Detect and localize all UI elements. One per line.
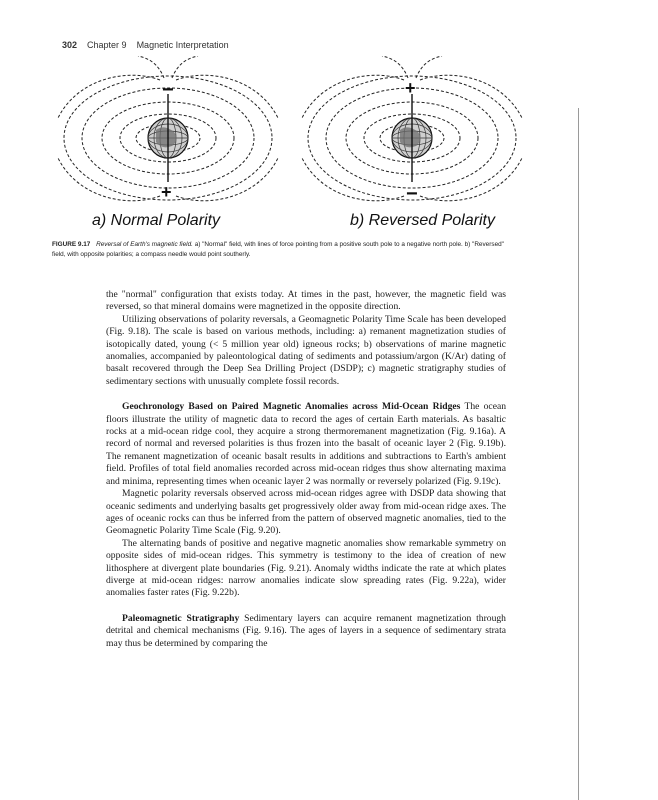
section-heading-geochronology: Geochronology Based on Paired Magnetic Anomalies across Mid-Ocean Ridges (122, 401, 461, 413)
right-top-sign: + (405, 78, 416, 98)
section-text-paleomagnetic: Sedimentary layers can acquire remanent magnetization through detrital and chemical mechanisms (Fig. 9.16). The ages of layers in a sequence of sedimentary strata may thus be determined by comparing the (106, 612, 506, 649)
page-number: 302 (62, 40, 78, 50)
normal-polarity-label: a) Normal Polarity (92, 212, 221, 229)
chapter-title: Magnetic Interpretation (136, 40, 229, 50)
caption-title: Reversal of Earth's magnetic field. (96, 241, 193, 248)
caption-figure-id: FIGURE 9.17 (52, 241, 91, 248)
section-heading-paleomagnetic: Paleomagnetic Stratigraphy (122, 612, 240, 624)
running-header (62, 40, 229, 50)
paragraph-2: Utilizing observations of polarity reversals, a Geomagnetic Polarity Time Scale has been developed (Fig. 9.18). The scale is based on various methods, including: a) remanent magnetization studies of isotopically dated, young (< 5 million year old) igneous rocks; b) observations of marine magnetic anomalies, accompanied by paleontological dating of sediments and potassium/argon (K/Ar) dating of basalt recovered through the Deep Sea Drilling Project (DSDP); c) magnetic stratigraphy studies of sedimentary sections with unusually complete fossil records. (106, 313, 506, 387)
figure-caption (52, 240, 514, 259)
paragraph-4: The alternating bands of positive and negative magnetic anomalies show remarkable symmetry on opposite sides of mid-ocean ridges. This symmetry is testimony to the idea of creation of new lithosphere at divergent plate boundaries (Fig. 9.21). Anomaly widths indicate the rate at which plates diverge at mid-ocean ridges: narrow anomalies indicate slow spreading rates (Fig. 9.22a), wider anomalies faster rates (Fig. 9.22b). (106, 537, 506, 599)
left-top-sign: − (162, 79, 174, 101)
section-text-geochronology: The ocean floors illustrate the utility of magnetic data to record the ages of certain Earth materials. As basaltic rocks at a mid-ocean ridge cool, they acquire a strong thermoremanent magnetization (Fig. 9.16a). A record of normal and reversed polarities is thus frozen into the basalt of oceanic layer 2 (Fig. 9.19b). The remanent magnetization of oceanic basalt results in additions and subtractions to Earth's ambient field. Profiles of total field anomalies recorded across mid-ocean ridges thus show alternating maxima and minima, representing times when oceanic layer 2 was normally or reversely polarized (Fig. 9.19c). (106, 401, 507, 487)
caption-text: a) "Normal" field, with lines of force pointing from a positive south pole to a negative north pole. b) "Reversed" field, with opposite polarities; a compass needle would point southerly. (52, 241, 504, 258)
chapter-label: Chapter 9 (87, 40, 127, 50)
reversed-polarity-label: b) Reversed Polarity (350, 212, 495, 229)
paragraph-1: the "normal" configuration that exists today. At times in the past, however, the magnetic field was reversed, so that mineral domains were magnetized in the opposite direction. (106, 289, 506, 313)
left-bottom-sign: + (161, 182, 172, 202)
body-text (106, 289, 506, 650)
section-geochronology (106, 401, 506, 488)
paragraph-3: Magnetic polarity reversals observed across mid-ocean ridges agree with DSDP data showing that oceanic sediments and underlying basalts get progressively older away from mid-ocean ridge axes. The ages of oceanic rocks can thus be inferred from the pattern of observed magnetic anomalies, tied to the Geomagnetic Polarity Time Scale (Fig. 9.20). (106, 488, 506, 537)
page-edge-line (578, 108, 579, 800)
polarity-diagram (40, 56, 540, 216)
right-bottom-sign: − (406, 183, 418, 205)
section-paleomagnetic (106, 613, 506, 650)
